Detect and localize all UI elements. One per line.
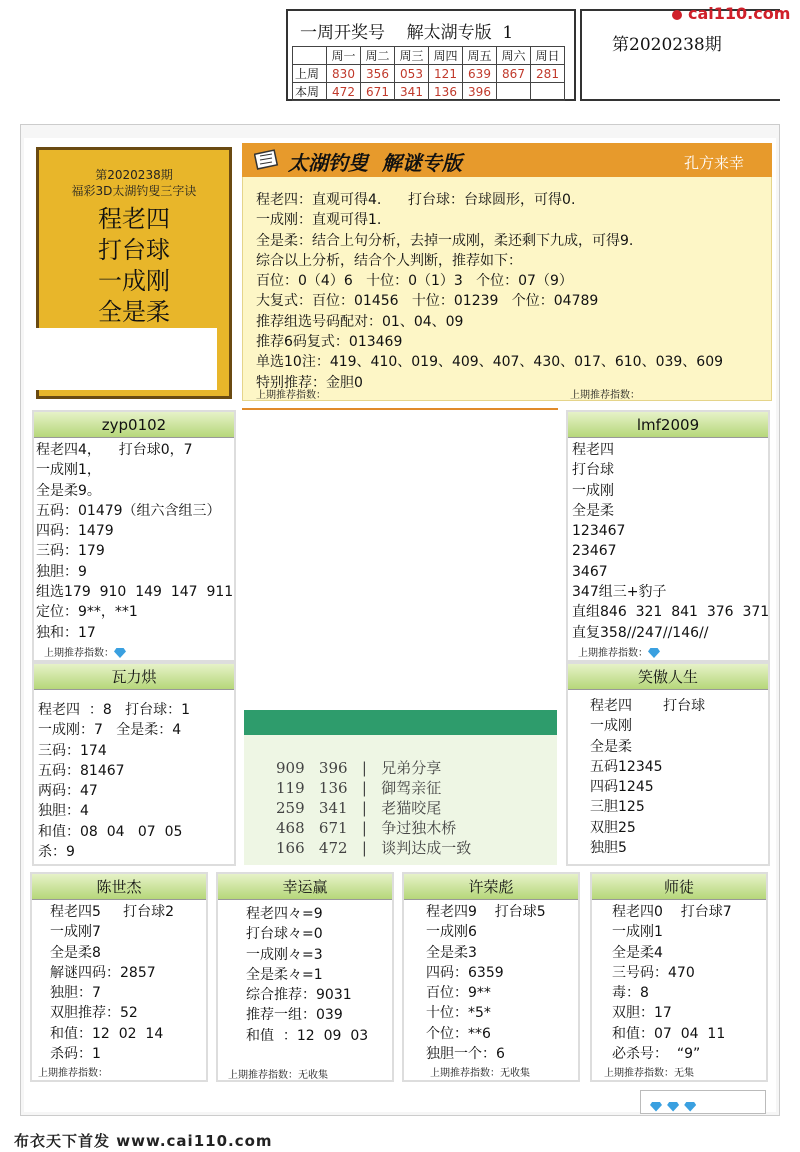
analysis-line: 推荐6码复式：013469 (256, 334, 403, 351)
main-panel-body (256, 190, 723, 393)
draw-number: 356 (361, 65, 395, 83)
draw-number: 396 (463, 83, 497, 101)
weekday-header: 周六 (497, 47, 531, 65)
tip-line: 和值：07 04 11 (612, 1025, 726, 1042)
box-index: 上期推荐指数：无收集 (228, 1070, 328, 1081)
tip-line: 独胆5 (590, 840, 627, 857)
tip-line: 打台球 (572, 462, 614, 479)
tip-line: 三码：174 (38, 742, 107, 759)
tip-line: 程老四5 打台球2 (50, 904, 175, 920)
tip-line: 三号码：470 (612, 964, 695, 981)
draw-number: 136 (429, 83, 463, 101)
box-index: 上期推荐指数： (38, 1068, 108, 1079)
tip-line: 全是柔3 (426, 944, 477, 961)
tip-line: 和值：08 04 07 05 (38, 823, 183, 840)
tip-line: 独胆：4 (38, 803, 89, 820)
analysis-line: 推荐组选号码配对：01、04、09 (256, 313, 464, 330)
main-panel-title: 太湖钓叟 解谜专版 (288, 151, 462, 175)
tip-line: 程老四9 打台球5 (426, 904, 546, 920)
footer-credit: 布衣天下首发 www.cai110.com (14, 1132, 273, 1150)
tip-line: 程老四4， 打台球0，7 (36, 442, 193, 458)
tip-line: 和值 ：12 09 03 (246, 1027, 369, 1044)
poem-line: 全是柔 (98, 298, 170, 326)
diamond-icon (650, 1102, 662, 1112)
tip-line: 双胆推荐：52 (50, 1005, 138, 1022)
box-chenshijie-body (50, 902, 174, 1064)
tip-line: 三码：179 (36, 543, 105, 560)
box-xurongbiao-body (426, 902, 546, 1064)
draw-row-this-week (293, 83, 565, 101)
tip-line: 个位：**6 (426, 1025, 491, 1042)
divider (242, 408, 558, 410)
tip-line: 123467 (572, 523, 626, 540)
box-title: 陈世杰 (32, 874, 206, 900)
box-title: 许荣彪 (404, 874, 578, 900)
family-list-item: 909 396 | 兄弟分享 (276, 759, 442, 777)
analysis-line: 一成刚：直观可得1. (256, 212, 382, 229)
tip-line: 一成刚6 (426, 924, 477, 941)
tip-line: 双胆：17 (612, 1005, 672, 1022)
tip-line: 23467 (572, 543, 617, 560)
draw-number: 639 (463, 65, 497, 83)
book-icon (254, 148, 280, 170)
tip-line: 独胆一个：6 (426, 1046, 505, 1063)
poem-line: 打台球 (98, 236, 170, 264)
rating-gems (650, 1096, 696, 1115)
diamond-icon (648, 648, 660, 658)
box-title: zyp0102 (34, 412, 234, 438)
analysis-line: 百位：0（4）6 十位：0（1）3 个位：07（9） (256, 273, 573, 290)
weekday-header: 周日 (531, 47, 565, 65)
tip-line: 四码：6359 (426, 964, 504, 981)
box-xingyunying-body (246, 904, 368, 1046)
box-title: 瓦力烘 (34, 664, 234, 690)
tip-line: 独胆：7 (50, 985, 101, 1002)
row-label: 本周 (293, 83, 327, 101)
tip-line: 全是柔4 (612, 944, 663, 961)
tip-line: 组选179 910 149 147 911 (36, 584, 234, 601)
row-label: 上周 (293, 65, 327, 83)
box-index (578, 644, 660, 659)
tip-line: 杀码：1 (50, 1046, 101, 1063)
tip-line: 毒：8 (612, 985, 649, 1002)
poem-card-subtitle: 福彩3D太湖钓叟三字诀 (71, 184, 197, 198)
poem-card-period: 第2020238期 (95, 168, 173, 182)
site-logo[interactable]: cai110.com (688, 4, 791, 23)
box-index (44, 644, 126, 659)
tip-line: 3467 (572, 563, 608, 580)
tip-line: 程老四0 打台球7 (612, 904, 732, 920)
family-list-item: 166 472 | 谈判达成一致 (276, 839, 472, 857)
box-index: 上期推荐指数：无集 (604, 1068, 694, 1079)
analysis-line: 程老四：直观可得4. 打台球：台球圆形，可得0. (256, 192, 576, 208)
draw-number: 867 (497, 65, 531, 83)
tip-line: 和值：12 02 14 (50, 1025, 164, 1042)
tip-line: 独胆：9 (36, 563, 87, 580)
tip-line: 一成刚7 (50, 924, 101, 941)
draw-number: 281 (531, 65, 565, 83)
tip-line: 百位：9** (426, 985, 491, 1002)
tip-line: 全是柔 (572, 502, 614, 519)
tip-line: 打台球々=0 (246, 926, 323, 943)
tip-line: 全是柔9。 (36, 482, 101, 499)
analysis-line: 大复式：百位：01456 十位：01239 个位：04789 (256, 293, 599, 310)
poem-card-blank (36, 328, 217, 390)
tip-line: 全是柔 (590, 738, 632, 755)
draw-number (497, 83, 531, 101)
index-label: 上期推荐指数： (44, 648, 114, 659)
draw-row-last-week (293, 65, 565, 83)
tip-line: 独和：17 (36, 624, 96, 641)
family-list-item: 259 341 | 老猫咬尾 (276, 799, 442, 817)
diamond-icon (667, 1102, 679, 1112)
tip-line: 一成刚 (590, 718, 632, 735)
tip-line: 直组846 321 841 376 371 (572, 604, 770, 621)
tip-line: 程老四 打台球 (590, 698, 706, 714)
family-list (276, 758, 471, 858)
draw-number: 121 (429, 65, 463, 83)
tip-line: 四码1245 (590, 779, 654, 796)
tip-line: 程老四 (572, 442, 614, 458)
tip-line: 程老四々=9 (246, 906, 323, 922)
analysis-line: 特别推荐：金胆0 (256, 374, 363, 391)
box-xiaoaorensheng-body (590, 696, 705, 858)
family-list-header (244, 710, 557, 735)
tip-line: 347组三+豹子 (572, 584, 667, 601)
tip-line: 五码：81467 (38, 762, 125, 779)
draw-number: 472 (327, 83, 361, 101)
weekday-header: 周五 (463, 47, 497, 65)
box-title: lmf2009 (568, 412, 768, 438)
box-lmf2009-body (572, 440, 769, 643)
tip-line: 一成刚1 (612, 924, 663, 941)
draw-panel-title: 一周开奖号 解太湖专版 1 (300, 23, 514, 43)
header-blank (293, 47, 327, 65)
poem-line: 程老四 (98, 205, 170, 233)
diamond-icon (684, 1102, 696, 1112)
draw-number: 341 (395, 83, 429, 101)
tip-line: 必杀号： “9” (612, 1046, 701, 1063)
poem-line: 一成刚 (98, 267, 170, 295)
tip-line: 双胆25 (590, 819, 636, 836)
tip-line: 直复358//247//146// (572, 624, 709, 641)
draw-number: 053 (395, 65, 429, 83)
tip-line: 程老四 ：8 打台球：1 (38, 702, 191, 718)
family-list-item: 119 136 | 御驾亲征 (276, 779, 442, 797)
box-title: 师徒 (592, 874, 766, 900)
tip-line: 一成刚 (572, 482, 614, 499)
analysis-line: 单选10注：419、410、019、409、407、430、017、610、039、609 (256, 354, 724, 371)
main-index-left: 上期推荐指数： (256, 390, 326, 401)
tip-line: 一成刚1， (36, 462, 101, 479)
box-title: 笑傲人生 (568, 664, 768, 690)
box-shitu-body (612, 902, 732, 1064)
box-index: 上期推荐指数：无收集 (430, 1068, 530, 1079)
tip-line: 定位：9**，**1 (36, 604, 138, 621)
family-list-item: 468 671 | 争过独木桥 (276, 819, 457, 837)
weekday-header: 周一 (327, 47, 361, 65)
tip-line: 两码：47 (38, 783, 98, 800)
weekday-header: 周三 (395, 47, 429, 65)
main-panel-author: 孔方来幸 (684, 154, 745, 172)
draw-number (531, 83, 565, 101)
draw-number: 830 (327, 65, 361, 83)
box-walihong-body (38, 700, 190, 862)
tip-line: 四码：1479 (36, 523, 114, 540)
tip-line: 综合推荐：9031 (246, 987, 352, 1004)
tip-line: 五码12345 (590, 758, 663, 775)
box-zyp0102-body (36, 440, 233, 643)
weekday-header: 周四 (429, 47, 463, 65)
weekday-header: 周二 (361, 47, 395, 65)
tip-line: 五码：01479（组六含组三） (36, 502, 221, 519)
main-index-right: 上期推荐指数： (570, 390, 640, 401)
tip-line: 一成刚々=3 (246, 946, 323, 963)
logo-icon (672, 10, 682, 20)
draw-header-row (293, 47, 565, 65)
tip-line: 全是柔々=1 (246, 966, 323, 983)
analysis-line: 综合以上分析，结合个人判断，推荐如下： (256, 252, 522, 269)
tip-line: 解谜四码：2857 (50, 964, 156, 981)
tip-line: 全是柔8 (50, 944, 101, 961)
diamond-icon (114, 648, 126, 658)
tip-line: 一成刚：7 全是柔：4 (38, 722, 182, 739)
tip-line: 十位：*5* (426, 1005, 491, 1022)
analysis-line: 全是柔：结合上句分析，去掉一成刚，柔还剩下九成，可得9. (256, 232, 634, 249)
period-number: 第2020238期 (612, 35, 722, 55)
index-label: 上期推荐指数： (578, 648, 648, 659)
tip-line: 三胆125 (590, 799, 645, 816)
box-title: 幸运赢 (218, 874, 392, 900)
draw-number: 671 (361, 83, 395, 101)
tip-line: 推荐一组：039 (246, 1007, 343, 1024)
tip-line: 杀：9 (38, 844, 75, 861)
draw-table (292, 46, 565, 101)
